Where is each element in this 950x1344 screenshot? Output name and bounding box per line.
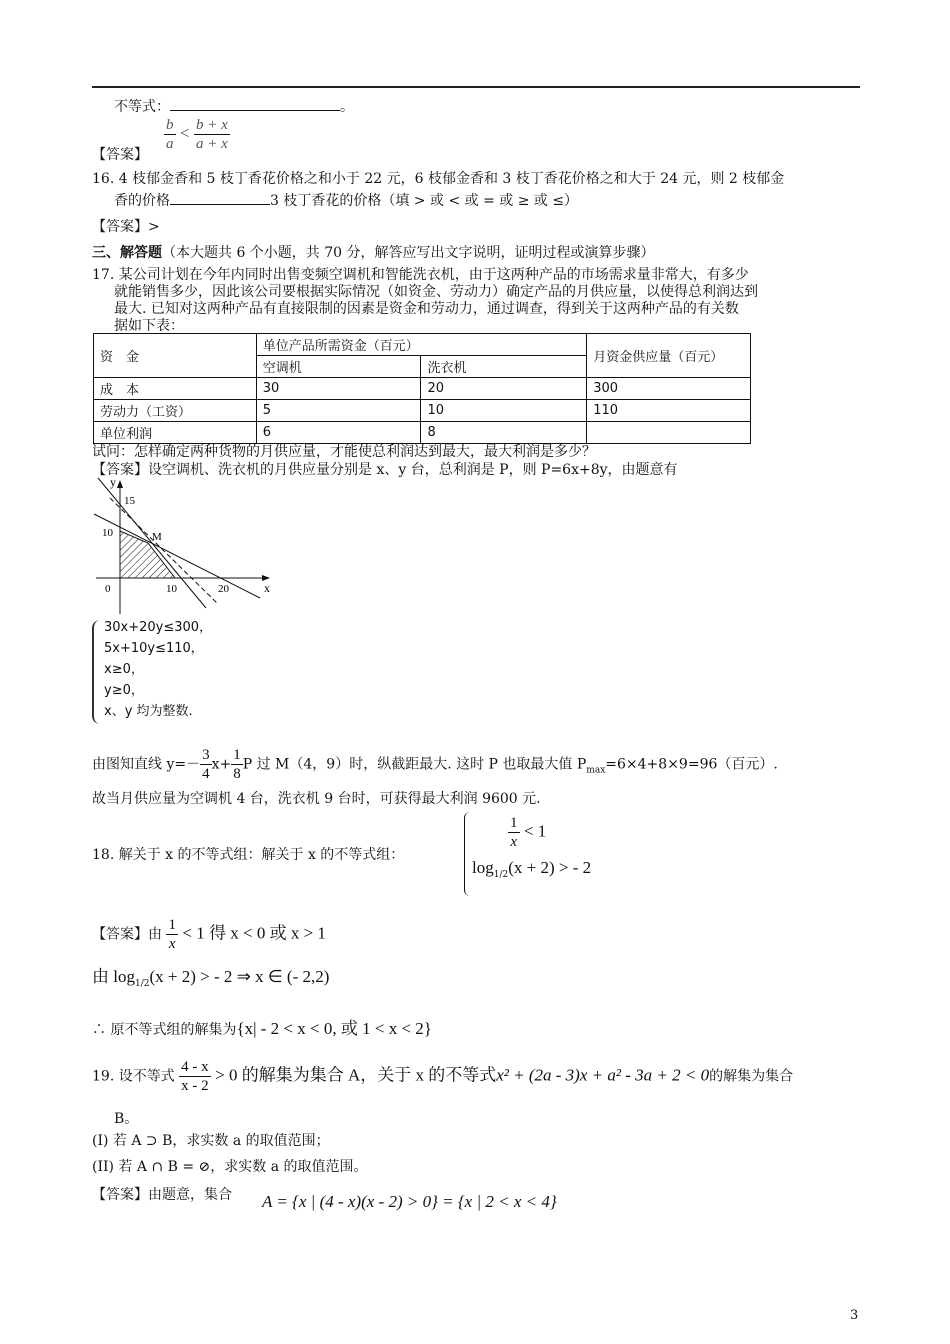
constraint-line-labor [94, 514, 260, 598]
y-tick-10: 10 [102, 527, 113, 539]
q15-blank [170, 97, 340, 111]
q18-answer-3: ∴ 原不等式组的解集为{x| - 2 < x < 0, 或 1 < x < 2} [92, 1019, 432, 1038]
table-cell: 5 [256, 400, 421, 422]
feasible-region-graph [88, 476, 278, 618]
q15-answer-formula: $\frac{b}{a}$ < $\frac{b + x}{a + x}$ [166, 117, 228, 152]
q18-sys-1: $\frac{1}{x}$ < 1 [510, 815, 547, 850]
table-header-supply: 月资金供应量（百元） [587, 334, 751, 378]
table-cell: 10 [421, 400, 587, 422]
constraint-3: x≥0， [104, 662, 144, 677]
table-cell: 成 本 [94, 378, 257, 400]
constraint-1: 30x+20y≤300， [104, 620, 213, 635]
q17-question: 试问：怎样确定两种货物的月供应量，才能使总利润达到最大，最大利润是多少？ [92, 444, 596, 460]
table-header-wm: 洗衣机 [421, 356, 587, 378]
q16-line2: 香的价格 3 枝丁香花的价格（填 > 或 < 或 = 或 ≥ 或 ≤） [114, 193, 579, 209]
constraint-4: y≥0， [104, 683, 144, 698]
q16-answer: 【答案】> [92, 219, 160, 235]
q17-conclusion-1: 由图知直线 y=－ $\frac{3}{4}$ x+ $\frac{1}{8}$ P 过 M（4，9）时，纵截距最大. 这时 P 也取最大值 $P_{max}=6\times 4+8\times 9=96$（百元）. [92, 747, 778, 782]
table-cell: 300 [587, 378, 751, 400]
resource-table [93, 333, 751, 444]
q19-part-1: (I) 若 A ⊃ B，求实数 a 的取值范围； [92, 1133, 330, 1149]
q18-answer-2: 由 $\log_{1/2}(x + 2)$ > - 2 ⇒ x ∈ (- 2,2) [92, 967, 330, 989]
table-cell: 20 [421, 378, 587, 400]
constraint-5: x、y 均为整数. [104, 704, 193, 719]
table-row [94, 400, 751, 422]
q17-conclusion-2: 故当月供应量为空调机 4 台，洗衣机 9 台时，可获得最大利润 9600 元. [92, 791, 541, 807]
system-brace [92, 620, 102, 724]
q19-answer-set: A = {x | (4 - x)(x - 2) > 0} = {x | 2 < x < 4} [262, 1192, 557, 1211]
table-header-resource: 资 金 [94, 334, 257, 378]
q19-answer-label: 【答案】由题意，集合 [92, 1187, 232, 1203]
q17-line4: 据如下表： [114, 318, 184, 334]
table-row [94, 378, 751, 400]
table-header-ac: 空调机 [256, 356, 421, 378]
section3-heading: 三、解答题（本大题共 6 个小题，共 70 分，解答应写出文字说明，证明过程或演算步骤） [92, 245, 655, 261]
q18-answer-1: 【答案】由 $\frac{1}{x}$ < 1 得 x < 0 或 x > 1 [92, 917, 326, 952]
q19-part-2: (II) 若 A ∩ B = ⊘，求实数 a 的取值范围。 [92, 1159, 368, 1175]
y-tick-15: 15 [124, 495, 135, 507]
q17-line2: 就能销售多少，因此该公司要根据实际情况（如资金、劳动力）确定产品的月供应量，以使得总利润达到 [114, 284, 758, 300]
q15-answer-label: 【答案】 [92, 147, 148, 163]
y-axis-label: y [110, 476, 116, 489]
q17-answer-intro: 【答案】设空调机、洗衣机的月供应量分别是 x、y 台，总利润是 P，则 P=6x+8y，由题意有 [92, 462, 678, 478]
table-header-unit: 单位产品所需资金（百元） [256, 334, 586, 356]
point-m-label: M [152, 531, 162, 543]
q19-line-1: 19. 设不等式 $\frac{4 - x}{x - 2}$ > 0 的解集为集合 A，关于 x 的不等式x² + (2a - 3)x + a² - 3a + 2 < 0的解集为集合 [92, 1059, 794, 1094]
constraint-system [92, 618, 242, 726]
page-number: 3 [850, 1308, 859, 1323]
table-cell: 单位利润 [94, 422, 257, 444]
y-axis-arrow [117, 480, 123, 488]
origin-label: 0 [105, 583, 111, 595]
table-cell: 110 [587, 400, 751, 422]
x-tick-10: 10 [166, 583, 177, 595]
table-cell: 劳动力（工资） [94, 400, 257, 422]
header-rule [92, 86, 860, 88]
x-axis-label: x [264, 581, 270, 595]
q16-blank [170, 191, 270, 205]
q15-prefix: 不等式： 。 [114, 99, 354, 115]
table-cell [587, 422, 751, 444]
q17-line1: 17. 某公司计划在今年内同时出售变频空调机和智能洗衣机，由于这两种产品的市场需求量非常大，有多少 [92, 267, 749, 283]
table-cell: 30 [256, 378, 421, 400]
q18-sys-2: $\log_{1/2}(x + 2)$ > - 2 [472, 858, 592, 880]
q18-text: 18. 解关于 x 的不等式组：解关于 x 的不等式组： [92, 847, 405, 863]
q17-line3: 最大. 已知对这两种产品有直接限制的因素是资金和劳动力，通过调查，得到关于这两种产品的有关数 [114, 301, 739, 317]
x-tick-20: 20 [218, 583, 229, 595]
q18-system-brace [464, 812, 474, 896]
q16-line1: 16. 4 枝郁金香和 5 枝丁香花价格之和小于 22 元，6 枝郁金香和 3 枝丁香花价格之和大于 24 元，则 2 枝郁金 [92, 171, 785, 187]
table-cell: 8 [421, 422, 587, 444]
table-cell: 6 [256, 422, 421, 444]
constraint-2: 5x+10y≤110， [104, 641, 204, 656]
q19-line-2: B。 [114, 1111, 139, 1127]
